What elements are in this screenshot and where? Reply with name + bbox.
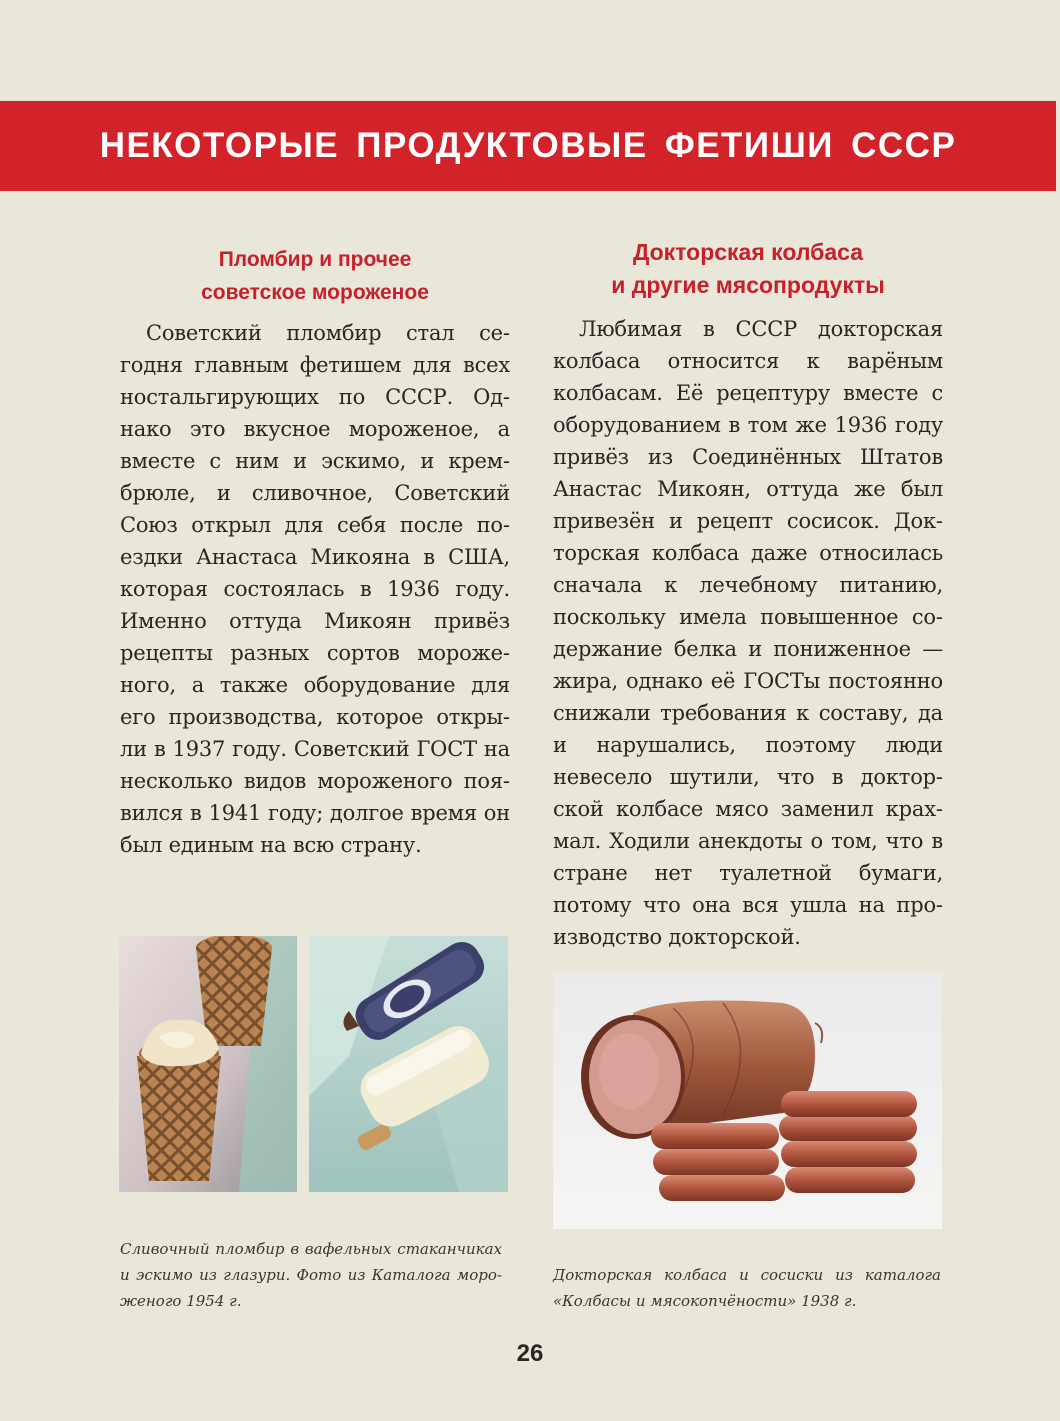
ice-cream-caption: Сливочный пломбир в вафельных стаканчиках и эскимо из глазури. Фото из Каталога мороженого 1954 г.	[120, 1240, 502, 1310]
ice-cream-heading-line2: советское мороженое	[201, 281, 429, 304]
eskimo-ice-cream-photo	[309, 936, 508, 1192]
sausage-heading-line1: Докторская колбаса	[632, 239, 864, 265]
sausage-caption: Докторская колбаса и сосиски из каталога «Колбасы и мясокопчёности» 1938 г.	[553, 1266, 941, 1310]
doktorskaya-sausage-photo	[553, 973, 942, 1229]
sausage-section	[553, 236, 943, 953]
title-banner	[0, 101, 1056, 191]
ice-cream-body: Советский пломбир стал сегодня главным фетишем для всех ностальгирующих по СССР. Однако это вкусное мороженое, а вместе с ним и эскимо, и крембрюле, и сливочное, Советский Союз открыл для себя после поездки Анастаса Микояна в США, которая состоялась в 1936 году. Именно оттуда Микоян привёз рецепты разных сортов мороженого, а также оборудование для его производства, которое открыли в 1937 году. Советский ГОСТ на несколько видов мороженого появился в 1941 году; долгое время он был единым на всю страну.	[120, 321, 510, 857]
waffle-cup-ice-cream-photo	[119, 936, 297, 1192]
ice-cream-heading	[120, 243, 510, 309]
sausage-heading-line2: и другие мясопродукты	[611, 272, 885, 298]
sausage-heading	[553, 236, 943, 302]
ice-cream-section	[120, 243, 510, 861]
page-number: 26	[516, 1340, 544, 1367]
page-title: НЕКОТОРЫЕ ПРОДУКТОВЫЕ ФЕТИШИ СССР	[99, 126, 957, 165]
ice-cream-heading-line1: Пломбир и прочее	[218, 248, 412, 271]
sausage-body: Любимая в СССР докторская колбаса относится к варёным колбасам. Её рецептуру вместе с оборудованием в том же 1936 году привёз из Соединённых Штатов Анастас Микоян, оттуда же был привезён и рецепт сосисок. Докторская колбаса даже относилась сначала к лечебному питанию, поскольку имела повышенное содержание белка и пониженное — жира, однако её ГОСТы постоянно снижали требования к составу, да и нарушались, поэтому люди невесело шутили, что в докторской колбасе мясо заменил крахмал. Ходили анекдоты о том, что в стране нет туалетной бумаги, потому что она вся ушла на производство докторской.	[553, 317, 943, 949]
